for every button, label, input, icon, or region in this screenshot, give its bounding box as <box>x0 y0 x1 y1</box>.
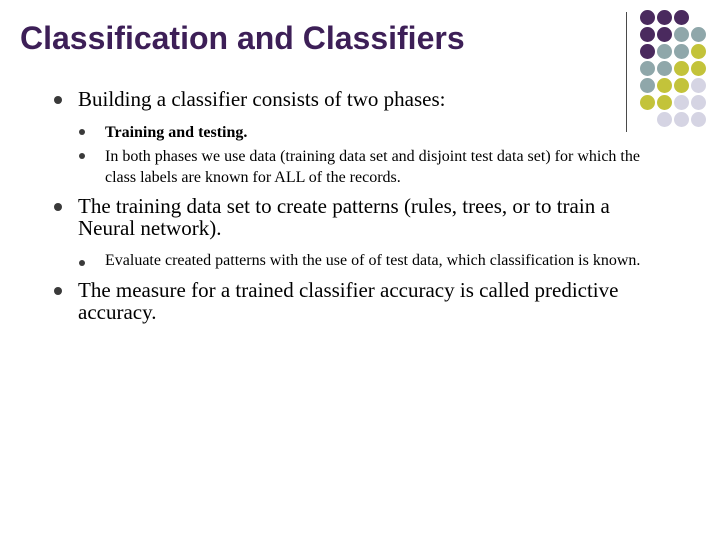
sub-bullet-text: In both phases we use data (training data set and disjoint test data set) for which the class labels are known for ALL of the records. <box>105 148 640 186</box>
decor-dot <box>674 27 689 42</box>
slide-title: Classification and Classifiers <box>20 20 465 56</box>
decor-dot <box>640 10 655 25</box>
bullet-dot-icon <box>54 96 62 104</box>
decor-dot <box>657 44 672 59</box>
bullet-text: The measure for a trained classifier accuracy is called predictive accuracy. <box>78 278 619 324</box>
decor-dot <box>640 61 655 76</box>
bullet-dot-icon <box>79 153 85 159</box>
decor-dot <box>691 61 706 76</box>
decor-dot <box>691 112 706 127</box>
decor-dot <box>657 61 672 76</box>
decor-dot <box>674 78 689 93</box>
bullet-text: Building a classifier consists of two phases: <box>78 87 446 111</box>
sub-bullet-item <box>52 146 672 188</box>
sub-bullet-item <box>52 122 672 143</box>
decor-dot <box>674 10 689 25</box>
bullet-item <box>52 88 672 110</box>
decor-dot <box>657 10 672 25</box>
slide-body <box>52 88 672 323</box>
decor-dot <box>640 44 655 59</box>
bullet-dot-icon <box>54 203 62 211</box>
decor-dot <box>640 27 655 42</box>
sub-bullet-item <box>52 253 672 269</box>
decor-dot <box>691 95 706 110</box>
decor-dot <box>691 78 706 93</box>
bullet-item <box>52 279 672 323</box>
bullet-text: The training data set to create patterns (rules, trees, or to train a Neural network). <box>78 194 610 240</box>
decor-dot <box>674 61 689 76</box>
bullet-dot-icon <box>79 260 85 266</box>
decor-dot <box>674 44 689 59</box>
decor-dot <box>657 27 672 42</box>
sub-bullet-text: Training and testing. <box>105 124 248 141</box>
bullet-item <box>52 195 672 239</box>
decor-dot <box>674 95 689 110</box>
decor-dot <box>691 27 706 42</box>
decor-dot <box>674 112 689 127</box>
bullet-dot-icon <box>79 129 85 135</box>
sub-bullet-text: Evaluate created patterns with the use of of test data, which classification is known. <box>105 252 641 269</box>
bullet-dot-icon <box>54 287 62 295</box>
decor-dot <box>691 44 706 59</box>
